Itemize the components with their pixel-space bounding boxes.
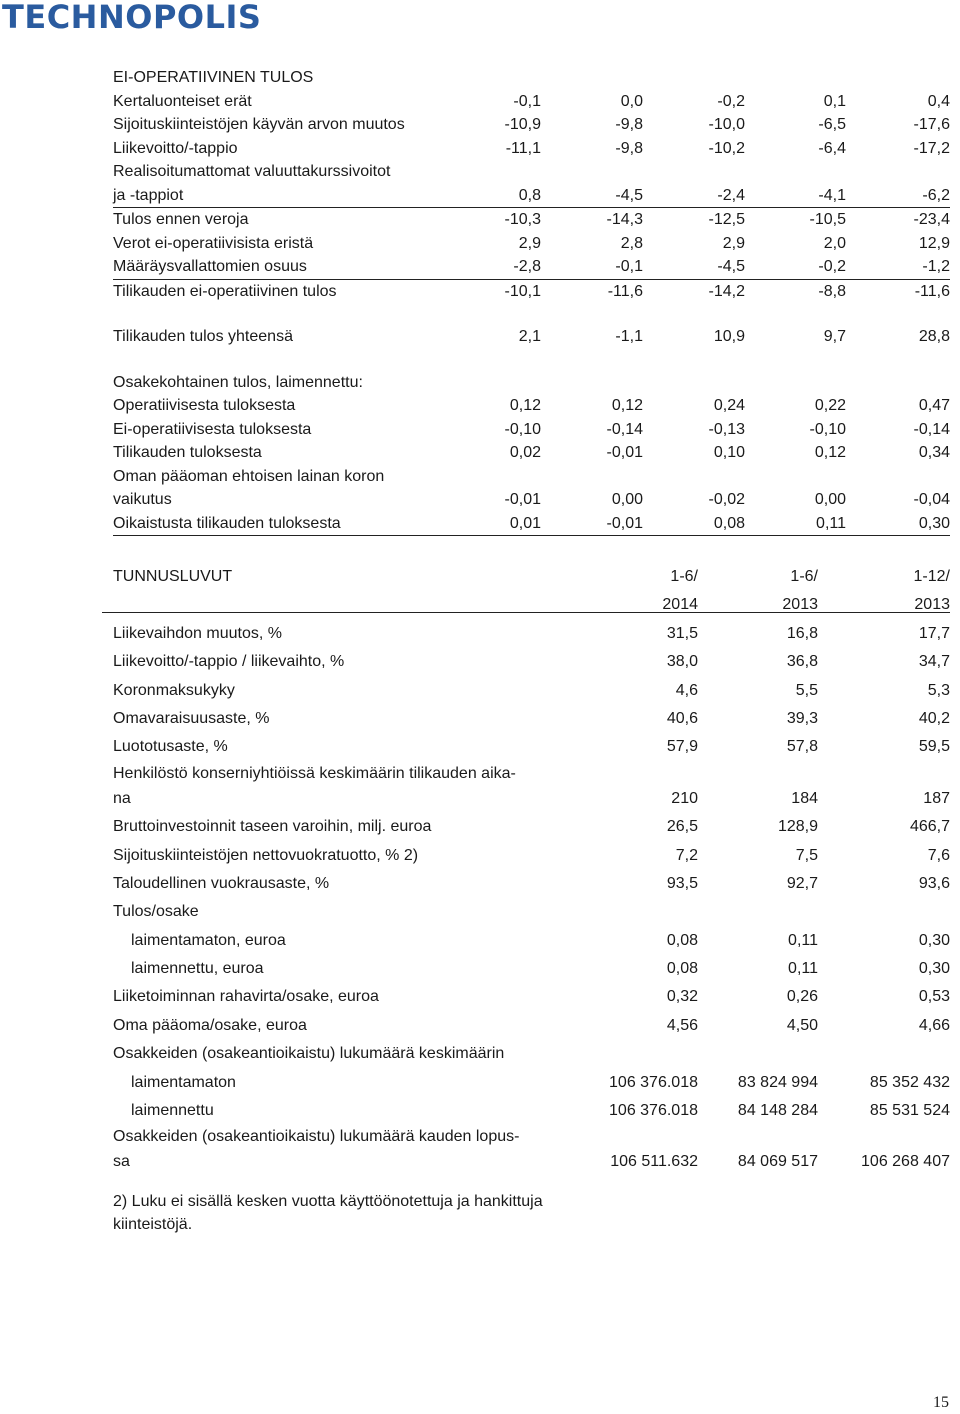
row-value: 0,12: [611, 397, 643, 414]
row-value: 7,2: [675, 846, 698, 864]
row-value: 4,50: [786, 1016, 818, 1034]
row-value: 39,3: [786, 709, 818, 727]
row-value: 0,01: [509, 514, 541, 532]
column-header: 2013: [782, 596, 818, 614]
table-row: [113, 1125, 950, 1148]
row-value: 36,8: [786, 653, 818, 671]
table-row: [113, 1012, 950, 1040]
row-value: 2,0: [823, 234, 846, 252]
row-value: 85 352 432: [869, 1073, 950, 1091]
row-label: Bruttoinvestoinnit taseen varoihin, milj. euroa: [113, 818, 432, 836]
row-value: 0,0: [620, 92, 643, 110]
row-label: Kertaluonteiset erät: [113, 92, 252, 110]
row-label: na: [113, 789, 131, 807]
row-value: -6,5: [818, 116, 846, 133]
row-value: 0,24: [713, 397, 745, 414]
table-row: [113, 465, 950, 489]
row-label: Verot ei-operatiivisista eristä: [113, 234, 314, 252]
row-value: -9,8: [615, 139, 643, 157]
table-row: [113, 955, 950, 983]
row-value: 2,1: [518, 328, 541, 345]
row-value: 0,02: [509, 444, 541, 461]
row-value: -2,4: [717, 186, 745, 204]
row-value: -12,5: [708, 211, 745, 228]
row-value: 0,1: [823, 92, 846, 110]
row-label: Sijoituskiinteistöjen käyvän arvon muutos: [113, 116, 405, 133]
row-label: Tilikauden ei-operatiivinen tulos: [113, 282, 337, 300]
row-value: 17,7: [918, 624, 950, 642]
row-value: -0,02: [708, 491, 745, 508]
row-value: -14,2: [708, 282, 745, 300]
row-label: Realisoitumattomat valuuttakurssivoitot: [113, 163, 391, 180]
row-value: -11,1: [505, 139, 541, 157]
table-row: [113, 1040, 950, 1068]
row-value: -0,01: [504, 491, 541, 508]
table-row: [113, 512, 950, 537]
row-label: ja -tappiot: [113, 186, 184, 204]
row-value: 0,10: [713, 444, 745, 461]
column-header: 1-6/: [790, 568, 818, 585]
table-row: [113, 813, 950, 841]
row-value: 5,3: [927, 681, 950, 699]
table-row: [113, 488, 950, 512]
table-row: [113, 280, 950, 304]
table-row: [113, 620, 950, 648]
row-label: Liikevoitto/-tappio: [113, 139, 238, 157]
table-row: [113, 113, 950, 137]
row-value: -0,10: [809, 420, 846, 438]
page-number: 15: [933, 1394, 949, 1411]
table-row: [113, 1069, 950, 1097]
table-row: [113, 371, 950, 395]
table-row: [113, 160, 950, 184]
row-label: Tilikauden tulos yhteensä: [113, 328, 293, 345]
row-value: -9,8: [615, 116, 643, 133]
table-row: [113, 255, 950, 280]
table-row: [113, 733, 950, 761]
row-value: 4,66: [918, 1016, 950, 1034]
header-row: [113, 591, 950, 619]
row-value: 57,8: [786, 738, 818, 756]
row-label: laimennettu, euroa: [131, 960, 264, 978]
row-value: 4,6: [675, 681, 698, 699]
row-label: Tulos ennen veroja: [113, 211, 249, 228]
row-label: Oma pääoma/osake, euroa: [113, 1016, 307, 1034]
row-value: -4,5: [615, 186, 643, 204]
row-value: -0,13: [708, 420, 745, 438]
column-header: 1-12/: [913, 568, 950, 585]
row-label: Luototusaste, %: [113, 738, 228, 756]
row-value: 106 376.018: [609, 1073, 698, 1091]
row-value: 106 268 407: [861, 1153, 950, 1171]
row-value: 0,30: [918, 960, 950, 978]
row-value: 2,9: [518, 234, 541, 252]
row-value: 0,08: [666, 931, 698, 949]
company-logo: TECHNOPOLIS: [2, 0, 262, 36]
row-label: Tilikauden tuloksesta: [113, 444, 262, 461]
row-value: 84 148 284: [737, 1102, 818, 1120]
row-value: -10,1: [504, 282, 541, 300]
row-value: -10,2: [708, 139, 745, 157]
table-row: [113, 184, 950, 209]
row-value: -1,1: [615, 328, 643, 345]
table-row: [113, 325, 950, 349]
row-value: 184: [791, 789, 818, 807]
row-value: 93,6: [918, 874, 950, 892]
non-operating-table: [113, 66, 950, 536]
table-row: [113, 870, 950, 898]
row-label: laimentamaton, euroa: [131, 931, 286, 949]
table-row: [113, 983, 950, 1011]
table-row: [113, 898, 950, 926]
row-value: 0,34: [918, 444, 950, 461]
row-value: 187: [923, 789, 950, 807]
row-value: 38,0: [666, 653, 698, 671]
row-value: 2,8: [620, 234, 643, 252]
row-value: -0,1: [513, 92, 541, 110]
row-label: Sijoituskiinteistöjen nettovuokratuotto, % 2): [113, 846, 419, 864]
row-label: Tulos/osake: [113, 903, 199, 921]
row-value: 0,30: [918, 514, 950, 532]
row-value: 28,8: [918, 328, 950, 345]
row-value: -14,3: [606, 211, 643, 228]
spacer: [113, 349, 950, 371]
row-label: laimentamaton: [131, 1073, 236, 1091]
row-value: 106 511.632: [610, 1153, 698, 1171]
row-label: Liikevaihdon muutos, %: [113, 624, 282, 642]
row-value: 34,7: [918, 653, 950, 671]
table-row: [113, 418, 950, 442]
row-value: -2,8: [513, 258, 541, 275]
row-value: -6,2: [922, 186, 950, 204]
row-value: 10,9: [713, 328, 745, 345]
row-value: -0,10: [504, 420, 541, 438]
row-value: 5,5: [795, 681, 818, 699]
row-value: 0,30: [918, 931, 950, 949]
row-value: 92,7: [786, 874, 818, 892]
row-value: -8,8: [818, 282, 846, 300]
spacer: [113, 303, 950, 325]
row-value: -10,0: [708, 116, 745, 133]
row-value: 0,11: [788, 960, 818, 978]
row-label: Omavaraisuusaste, %: [113, 709, 270, 727]
table-row: [113, 762, 950, 785]
row-value: 85 531 524: [869, 1102, 950, 1120]
table-row: [113, 842, 950, 870]
row-value: 0,08: [713, 514, 745, 532]
row-value: 7,6: [927, 846, 950, 864]
row-value: 4,56: [666, 1016, 698, 1034]
row-value: -0,01: [606, 514, 643, 532]
row-value: 0,32: [666, 988, 698, 1006]
row-value: 210: [671, 789, 698, 807]
row-label: EI-OPERATIIVINEN TULOS: [113, 69, 314, 86]
row-label: Osakkeiden (osakeantioikaistu) lukumäärä kauden lopus-: [113, 1128, 520, 1146]
table-row: [113, 705, 950, 733]
row-value: 9,7: [823, 328, 846, 345]
row-value: -0,1: [615, 258, 643, 275]
row-value: 83 824 994: [737, 1073, 818, 1091]
row-value: -1,2: [922, 258, 950, 275]
table-row: [113, 394, 950, 418]
row-value: 0,00: [611, 491, 643, 508]
row-value: -17,2: [913, 139, 950, 157]
row-value: 0,47: [918, 397, 950, 414]
row-value: -6,4: [818, 139, 846, 157]
row-value: 40,6: [666, 709, 698, 727]
row-value: 106 376.018: [609, 1102, 698, 1120]
table-row: [113, 677, 950, 705]
row-value: 31,5: [666, 624, 698, 642]
key-figures-table: [113, 563, 950, 1177]
row-value: 93,5: [666, 874, 698, 892]
header-row: [113, 563, 950, 591]
row-label: vaikutus: [113, 491, 172, 508]
column-header: 1-6/: [670, 568, 698, 585]
row-label: Määräysvallattomien osuus: [113, 258, 307, 275]
row-label: Oikaistusta tilikauden tuloksesta: [113, 514, 341, 532]
row-value: 0,12: [814, 444, 846, 461]
row-label: Osakkeiden (osakeantioikaistu) lukumäärä keskimäärin: [113, 1045, 505, 1063]
row-value: 0,26: [786, 988, 818, 1006]
row-value: 0,11: [816, 514, 846, 532]
row-value: 40,2: [918, 709, 950, 727]
row-value: -0,2: [818, 258, 846, 275]
row-value: -23,4: [913, 211, 950, 228]
table-row: [113, 1097, 950, 1125]
section-title: TUNNUSLUVUT: [113, 568, 233, 585]
row-value: -0,14: [606, 420, 643, 438]
row-value: 0,8: [518, 186, 541, 204]
row-value: 0,08: [666, 960, 698, 978]
row-value: 26,5: [666, 818, 698, 836]
row-label: Oman pääoman ehtoisen lainan koron: [113, 467, 385, 485]
column-header: 2014: [662, 596, 698, 614]
row-value: 0,00: [814, 491, 846, 508]
table-row: [113, 927, 950, 955]
table-row: [113, 90, 950, 114]
row-value: 7,5: [795, 846, 818, 864]
row-value: 0,4: [927, 92, 950, 110]
row-value: -10,3: [504, 211, 541, 228]
table-row: [113, 137, 950, 161]
row-value: 466,7: [909, 818, 950, 836]
row-value: 0,53: [918, 988, 950, 1006]
row-label: Osakekohtainen tulos, laimennettu:: [113, 373, 363, 391]
row-value: -11,6: [607, 282, 643, 300]
row-value: 16,8: [786, 624, 818, 642]
row-value: 0,12: [509, 397, 541, 414]
row-value: -11,6: [914, 282, 950, 300]
row-label: Henkilöstö konserniyhtiöissä keskimäärin tilikauden aika-: [113, 764, 516, 782]
table-row: [113, 441, 950, 465]
row-value: 57,9: [666, 738, 698, 756]
row-value: 0,22: [814, 397, 846, 414]
row-value: 0,11: [788, 931, 818, 949]
row-label: Liiketoiminnan rahavirta/osake, euroa: [113, 988, 379, 1006]
row-value: -0,01: [606, 444, 643, 461]
row-value: 2,9: [722, 234, 745, 252]
row-label: laimennettu: [131, 1102, 214, 1120]
table-row: [113, 208, 950, 232]
row-value: -10,9: [504, 116, 541, 133]
row-value: -4,5: [717, 258, 745, 275]
table-row: [113, 648, 950, 676]
table-row: [113, 785, 950, 813]
row-value: -4,1: [818, 186, 846, 204]
row-label: Taloudellinen vuokrausaste, %: [113, 874, 330, 892]
row-value: 59,5: [918, 738, 950, 756]
row-value: 84 069 517: [737, 1153, 818, 1171]
row-label: Operatiivisesta tuloksesta: [113, 397, 296, 414]
row-value: -17,6: [913, 116, 950, 133]
row-label: Liikevoitto/-tappio / liikevaihto, %: [113, 653, 345, 671]
row-value: -0,14: [913, 420, 950, 438]
column-header: 2013: [914, 596, 950, 614]
row-label: sa: [113, 1153, 130, 1171]
row-value: 12,9: [918, 234, 950, 252]
row-label: Ei-operatiivisesta tuloksesta: [113, 420, 312, 438]
row-value: -0,2: [717, 92, 745, 110]
row-value: 128,9: [777, 818, 818, 836]
row-label: Koronmaksukyky: [113, 681, 235, 699]
table-row: [113, 66, 950, 90]
table-row: [113, 232, 950, 256]
footnote: 2) Luku ei sisällä kesken vuotta käyttöönotettuja ja hankittuja kiinteistöjä.: [113, 1193, 543, 1233]
table-row: [113, 1148, 950, 1176]
row-value: -0,04: [913, 491, 950, 508]
row-value: -10,5: [809, 211, 846, 228]
